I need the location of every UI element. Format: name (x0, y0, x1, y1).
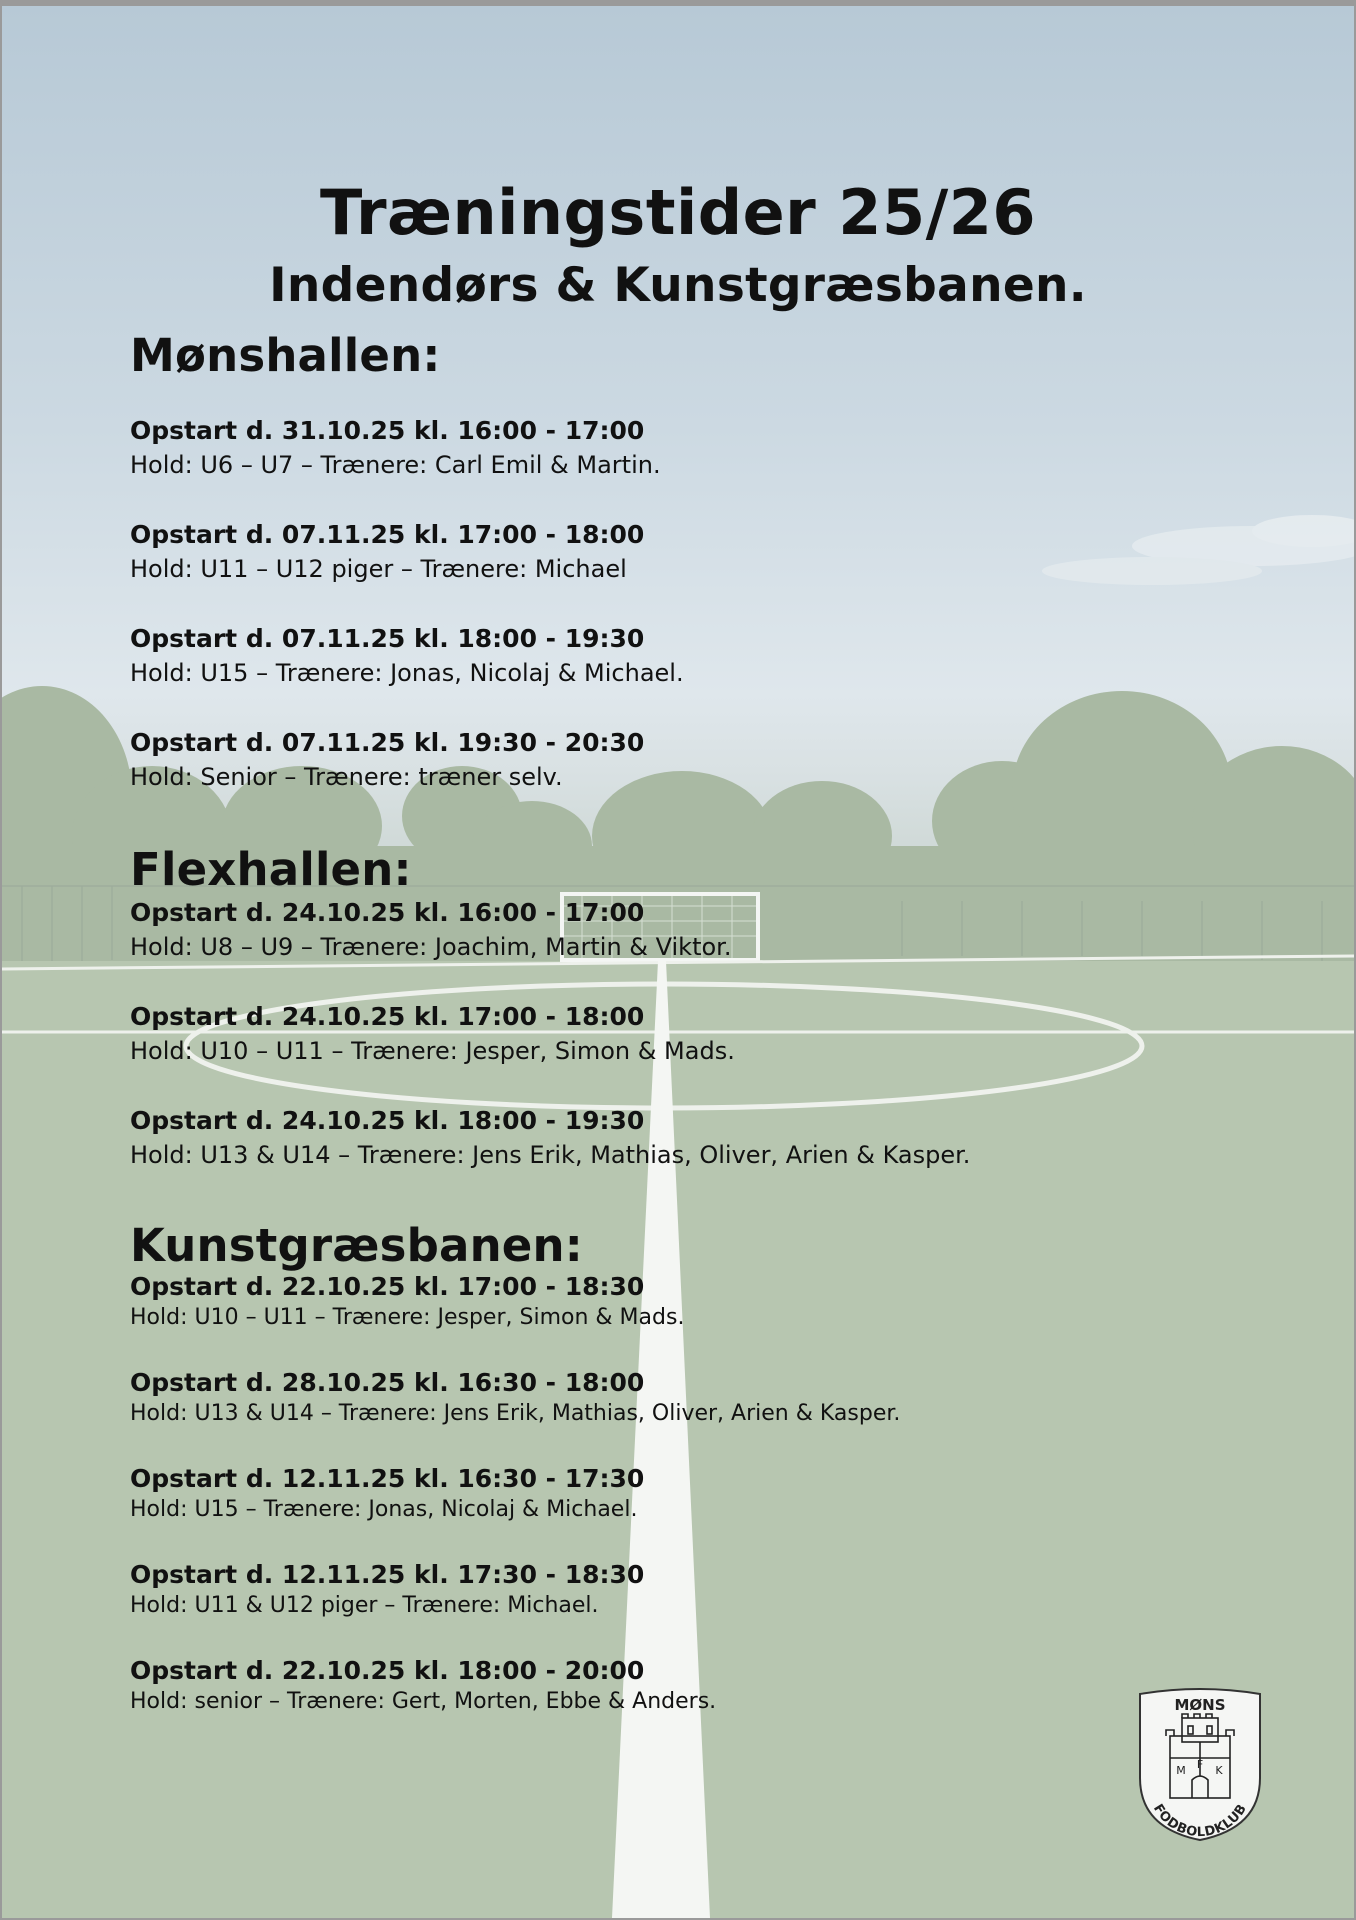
section-heading: Mønshallen: (130, 329, 441, 382)
schedule-entry (130, 622, 1230, 690)
section-monshallen (130, 330, 1230, 794)
entry-team: Hold: U15 – Trænere: Jonas, Nicolaj & Michael. (130, 1497, 638, 1522)
entry-team: Hold: U15 – Trænere: Jonas, Nicolaj & Michael. (130, 659, 684, 687)
club-crest-logo (1130, 1688, 1270, 1842)
logo-letter-k: K (1215, 1764, 1223, 1777)
entry-team: Hold: U10 – U11 – Trænere: Jesper, Simon & Mads. (130, 1305, 685, 1330)
entry-start-time: Opstart d. 24.10.25 kl. 17:00 - 18:00 (130, 1002, 645, 1031)
poster-page (2, 6, 1354, 1918)
logo-bottom-text: FODBOLDKLUB (1149, 1801, 1251, 1841)
entry-team: Hold: U13 & U14 – Trænere: Jens Erik, Mathias, Oliver, Arien & Kasper. (130, 1141, 971, 1169)
entry-start-time: Opstart d. 28.10.25 kl. 16:30 - 18:00 (130, 1368, 645, 1397)
schedule-entry (130, 414, 1230, 482)
entry-team: Hold: U13 & U14 – Trænere: Jens Erik, Mathias, Oliver, Arien & Kasper. (130, 1401, 901, 1426)
schedule-entry (130, 1368, 1230, 1430)
section-flexhallen (130, 844, 1230, 1172)
entry-team: Hold: U6 – U7 – Trænere: Carl Emil & Martin. (130, 451, 661, 479)
schedule-entry (130, 1104, 1230, 1172)
entry-team: Hold: U10 – U11 – Trænere: Jesper, Simon & Mads. (130, 1037, 735, 1065)
schedule-entry (130, 1560, 1230, 1622)
section-kunstgraesbanen (130, 1220, 1230, 1718)
entry-start-time: Opstart d. 22.10.25 kl. 18:00 - 20:00 (130, 1656, 645, 1685)
entry-start-time: Opstart d. 24.10.25 kl. 16:00 - 17:00 (130, 898, 645, 927)
entry-team: Hold: U11 & U12 piger – Trænere: Michael. (130, 1593, 599, 1618)
logo-letter-m: M (1176, 1764, 1186, 1777)
entry-start-time: Opstart d. 07.11.25 kl. 17:00 - 18:00 (130, 520, 645, 549)
schedule-entry (130, 1464, 1230, 1526)
schedule-entry (130, 518, 1230, 586)
section-heading: Kunstgræsbanen: (130, 1219, 583, 1272)
entry-start-time: Opstart d. 31.10.25 kl. 16:00 - 17:00 (130, 416, 645, 445)
page-title: Træningstider 25/26 (319, 176, 1037, 249)
entry-start-time: Opstart d. 12.11.25 kl. 16:30 - 17:30 (130, 1464, 645, 1493)
entry-start-time: Opstart d. 24.10.25 kl. 18:00 - 19:30 (130, 1106, 645, 1135)
schedule-entry (130, 1272, 1230, 1334)
page-subtitle: Indendørs & Kunstgræsbanen. (269, 258, 1087, 313)
schedule-entry (130, 1656, 1230, 1718)
schedule-content (2, 6, 1354, 1918)
logo-letter-f: F (1196, 1758, 1204, 1771)
entry-team: Hold: senior – Trænere: Gert, Morten, Ebbe & Anders. (130, 1689, 717, 1714)
entry-start-time: Opstart d. 07.11.25 kl. 19:30 - 20:30 (130, 728, 645, 757)
section-heading: Flexhallen: (130, 843, 412, 896)
entry-team: Hold: Senior – Trænere: træner selv. (130, 763, 563, 791)
logo-top-text: MØNS (1174, 1696, 1226, 1714)
entry-start-time: Opstart d. 12.11.25 kl. 17:30 - 18:30 (130, 1560, 645, 1589)
entry-start-time: Opstart d. 22.10.25 kl. 17:00 - 18:30 (130, 1272, 645, 1301)
schedule-entry (130, 896, 1230, 964)
entry-team: Hold: U11 – U12 piger – Trænere: Michael (130, 555, 627, 583)
schedule-entry (130, 726, 1230, 794)
entry-team: Hold: U8 – U9 – Trænere: Joachim, Martin & Viktor. (130, 933, 732, 961)
entry-start-time: Opstart d. 07.11.25 kl. 18:00 - 19:30 (130, 624, 645, 653)
schedule-entry (130, 1000, 1230, 1068)
